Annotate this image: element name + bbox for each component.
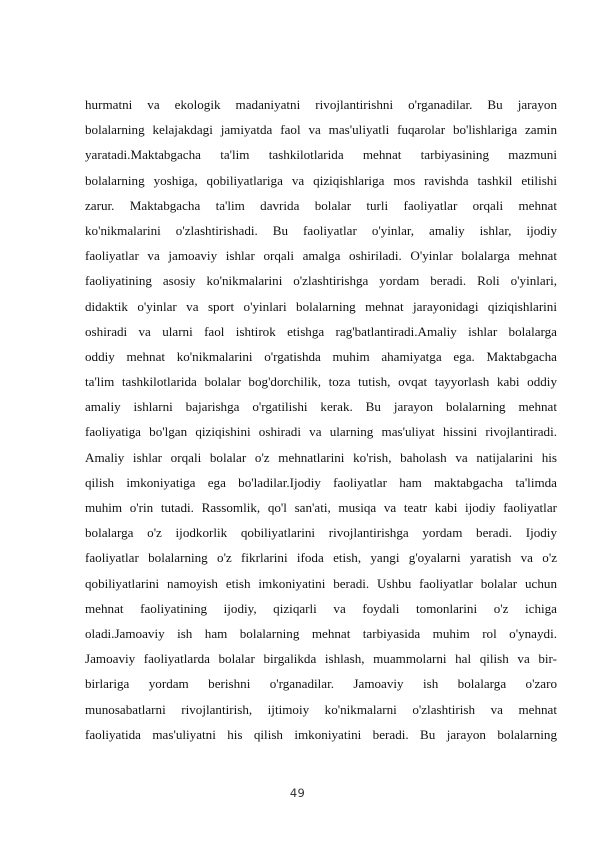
text-line: faoliyatlar va jamoaviy ishlar orqali amalga oshiriladi. O'yinlar bolalarga mehnat	[85, 248, 557, 264]
text-line: hurmatni va ekologik madaniyatni rivojlantirishni o'rganadilar. Bu jarayon	[85, 97, 557, 112]
text-line: faoliyatining asosiy ko'nikmalarini o'zlashtirishga yordam beradi. Roli o'yinlari,	[85, 273, 557, 289]
text-line: ta'lim tashkilotlarida bolalar bog'dorchilik, toza tutish, ovqat tayyorlash kabi oddiy	[85, 374, 557, 390]
text-line: oladi.Jamoaviy ish ham bolalarning mehnat tarbiyasida muhim rol o'ynaydi.	[85, 625, 557, 641]
text-line: Amaliy ishlar orqali bolalar o'z mehnatlarini ko'rish, baholash va natijalarini his	[85, 449, 557, 465]
body-text	[85, 92, 557, 747]
text-line: birlariga yordam berishni o'rganadilar. Jamoaviy ish bolalarga o'zaro	[85, 676, 557, 692]
text-line: mehnat faoliyatining ijodiy, qiziqarli va foydali tomonlarini o'z ichiga	[85, 600, 557, 616]
text-line: bolalarga o'z ijodkorlik qobiliyatlarini rivojlantirishga yordam beradi. Ijodiy	[85, 525, 557, 541]
text-line: munosabatlarni rivojlantirish, ijtimoiy ko'nikmalarni o'zlashtirish va mehnat	[85, 701, 557, 717]
text-line: yaratadi.Maktabgacha ta'lim tashkilotlarida mehnat tarbiyasining mazmuni	[85, 147, 557, 163]
text-line: faoliyatlar bolalarning o'z fikrlarini ifoda etish, yangi g'oyalarni yaratish va o'z	[85, 550, 557, 566]
text-line: amaliy ishlarni bajarishga o'rgatilishi kerak. Bu jarayon bolalarning mehnat	[85, 399, 557, 415]
text-line: bolalarning kelajakdagi jamiyatda faol va mas'uliyatli fuqarolar bo'lishlariga zamin	[85, 122, 557, 138]
text-line: ko'nikmalarini o'zlashtirishadi. Bu faoliyatlar o'yinlar, amaliy ishlar, ijodiy	[85, 222, 557, 238]
text-line: oddiy mehnat ko'nikmalarini o'rgatishda muhim ahamiyatga ega. Maktabgacha	[85, 348, 557, 364]
text-line: faoliyatiga bo'lgan qiziqishini oshiradi va ularning mas'uliyat hissini rivojlantiradi.	[85, 424, 557, 440]
text-line: zarur. Maktabgacha ta'lim davrida bolalar turli faoliyatlar orqali mehnat	[85, 197, 557, 213]
text-line: bolalarning yoshiga, qobiliyatlariga va qiziqishlariga mos ravishda tashkil etilishi	[85, 172, 557, 188]
text-line: didaktik o'yinlar va sport o'yinlari bolalarning mehnat jarayonidagi qiziqishlarini	[85, 298, 557, 314]
text-line: qilish imkoniyatiga ega bo'ladilar.Ijodiy faoliyatlar ham maktabgacha ta'limda	[85, 474, 557, 490]
text-line: oshiradi va ularni faol ishtirok etishga rag'batlantiradi.Amaliy ishlar bolalarga	[85, 323, 557, 339]
text-line: qobiliyatlarini namoyish etish imkoniyatini beradi. Ushbu faoliyatlar bolalar uchun	[85, 575, 557, 591]
text-line: muhim o'rin tutadi. Rassomlik, qo'l san'ati, musiqa va teatr kabi ijodiy faoliyatlar	[85, 500, 557, 515]
text-line: faoliyatida mas'uliyatni his qilish imkoniyatini beradi. Bu jarayon bolalarning	[85, 726, 557, 742]
page-number: 49	[289, 786, 306, 800]
text-line: Jamoaviy faoliyatlarda bolalar birgalikda ishlash, muammolarni hal qilish va bir-	[85, 651, 557, 667]
